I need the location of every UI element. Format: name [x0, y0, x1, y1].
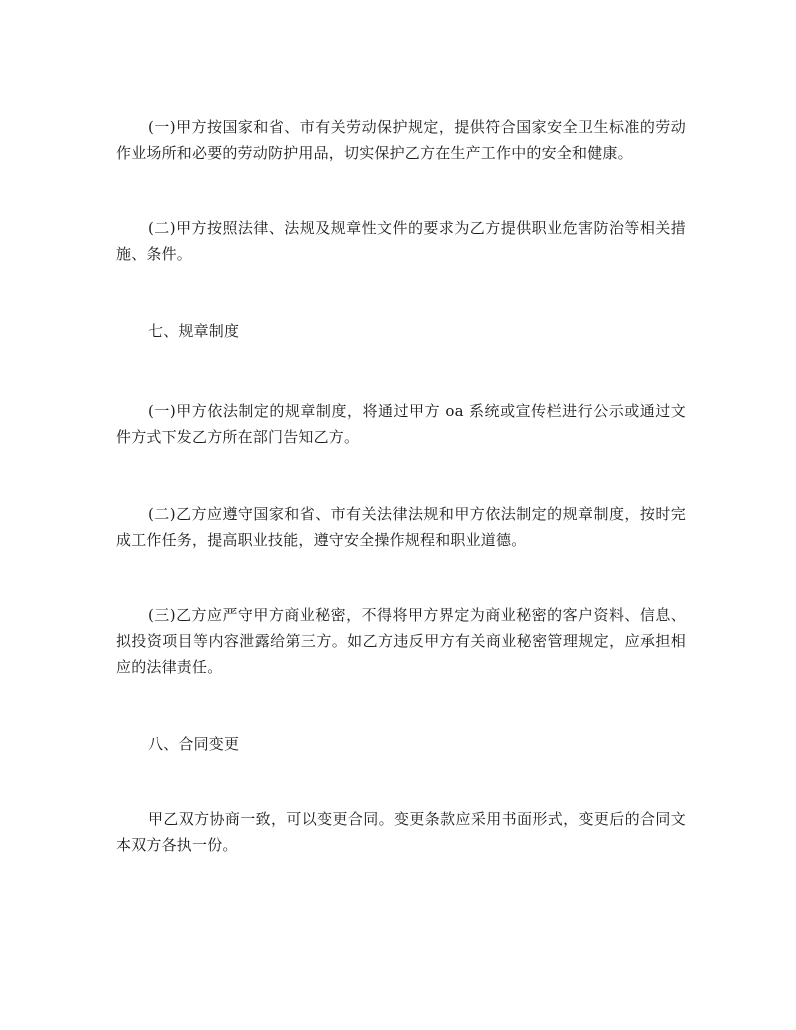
heading-rules-regulations: 七、规章制度	[148, 322, 240, 340]
heading-contract-change: 八、合同变更	[148, 735, 240, 753]
paragraph-labor-protection: (一)甲方按国家和省、市有关劳动保护规定，提供符合国家安全卫生标准的劳动作业场所和必要的劳动防护用品，切实保护乙方在生产工作中的安全和健康。	[116, 118, 686, 162]
paragraph-rules-compliance: (二)乙方应遵守国家和省、市有关法律法规和甲方依法制定的规章制度，按时完成工作任务，提高职业技能，遵守安全操作规程和职业道德。	[116, 505, 686, 549]
paragraph-occupational-hazard: (二)甲方按照法律、法规及规章性文件的要求为乙方提供职业危害防治等相关措施、条件。	[116, 219, 686, 263]
paragraph-trade-secrets: (三)乙方应严守甲方商业秘密，不得将甲方界定为商业秘密的客户资料、信息、拟投资项目等内容泄露给第三方。如乙方违反甲方有关商业秘密管理规定，应承担相应的法律责任。	[116, 606, 686, 676]
paragraph-contract-change: 甲乙双方协商一致，可以变更合同。变更条款应采用书面形式，变更后的合同文本双方各执一份。	[116, 810, 686, 854]
paragraph-rules-publication: (一)甲方依法制定的规章制度，将通过甲方 oa 系统或宣传栏进行公示或通过文件方式下发乙方所在部门告知乙方。	[116, 402, 686, 446]
